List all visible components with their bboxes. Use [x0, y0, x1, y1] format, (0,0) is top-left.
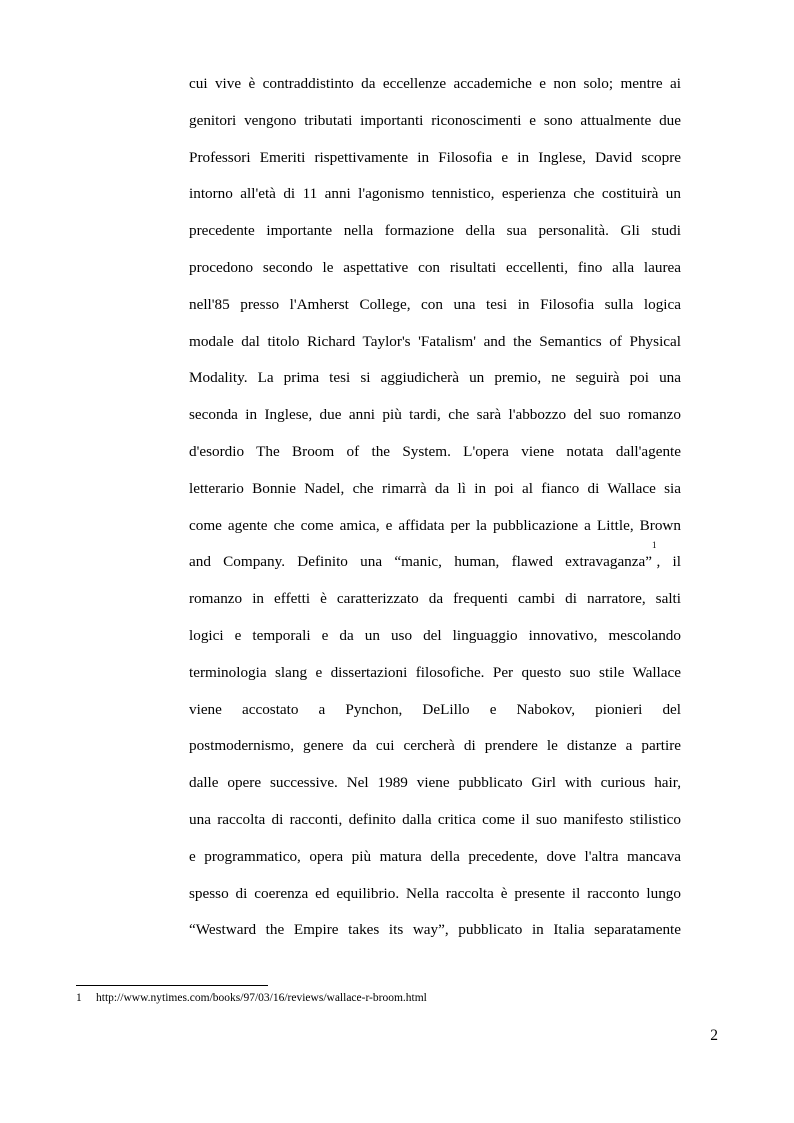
text-line: seconda in Inglese, due anni più tardi, che sarà l'abbozzo del suo romanzo — [189, 406, 681, 424]
text-line: procedono secondo le aspettative con risultati eccellenti, fino alla laurea — [189, 258, 681, 276]
text-line: postmodernismo, genere da cui cercherà di prendere le distanze a partire — [189, 737, 681, 755]
text-line: Professori Emeriti rispettivamente in Filosofia e in Inglese, David scopre — [189, 148, 681, 166]
footnote — [76, 992, 427, 1004]
text-line: intorno all'età di 11 anni l'agonismo tennistico, esperienza che costituirà un — [189, 185, 681, 203]
text-line: terminologia slang e dissertazioni filosofiche. Per questo suo stile Wallace — [189, 663, 681, 681]
text-segment: and Company. Definito una “manic, human, flawed extravaganza” — [189, 553, 652, 571]
text-line: Modality. La prima tesi si aggiudicherà un premio, ne seguirà poi una — [189, 369, 681, 387]
text-line: e programmatico, opera più matura della precedente, dove l'altra mancava — [189, 847, 681, 865]
text-line: una raccolta di racconti, definito dalla critica come il suo manifesto stilistico — [189, 810, 681, 828]
body-text — [189, 66, 681, 949]
page-number: 2 — [710, 1027, 718, 1044]
text-line-with-footnote — [189, 540, 681, 581]
text-line: cui vive è contraddistinto da eccellenze accademiche e non solo; mentre ai — [189, 75, 681, 92]
text-segment: , il — [656, 553, 681, 571]
text-line: spesso di coerenza ed equilibrio. Nella raccolta è presente il racconto lungo — [189, 884, 681, 902]
text-line: nell'85 presso l'Amherst College, con una tesi in Filosofia sulla logica — [189, 295, 681, 313]
footnote-number: 1 — [76, 992, 82, 1004]
text-line: genitori vengono tributati importanti riconoscimenti e sono attualmente due — [189, 111, 681, 129]
text-line: logici e temporali e da un uso del linguaggio innovativo, mescolando — [189, 626, 681, 644]
text-line: precedente importante nella formazione della sua personalità. Gli studi — [189, 222, 681, 240]
text-line: modale dal titolo Richard Taylor's 'Fatalism' and the Semantics of Physical — [189, 332, 681, 350]
text-line: come agente che come amica, e affidata per la pubblicazione a Little, Brown — [189, 516, 681, 534]
text-line: d'esordio The Broom of the System. L'opera viene notata dall'agente — [189, 442, 681, 460]
text-line: dalle opere successive. Nel 1989 viene pubblicato Girl with curious hair, — [189, 774, 681, 792]
text-line: letterario Bonnie Nadel, che rimarrà da lì in poi al fianco di Wallace sia — [189, 479, 681, 497]
text-line: viene accostato a Pynchon, DeLillo e Nabokov, pionieri del — [189, 700, 681, 718]
footnote-link[interactable]: http://www.nytimes.com/books/97/03/16/reviews/wallace-r-broom.html — [96, 992, 427, 1004]
text-line: “Westward the Empire takes its way”, pubblicato in Italia separatamente — [189, 921, 681, 939]
footnote-divider — [76, 985, 268, 986]
text-line: romanzo in effetti è caratterizzato da frequenti cambi di narratore, salti — [189, 590, 681, 608]
footnote-reference[interactable]: 1 — [652, 540, 657, 551]
